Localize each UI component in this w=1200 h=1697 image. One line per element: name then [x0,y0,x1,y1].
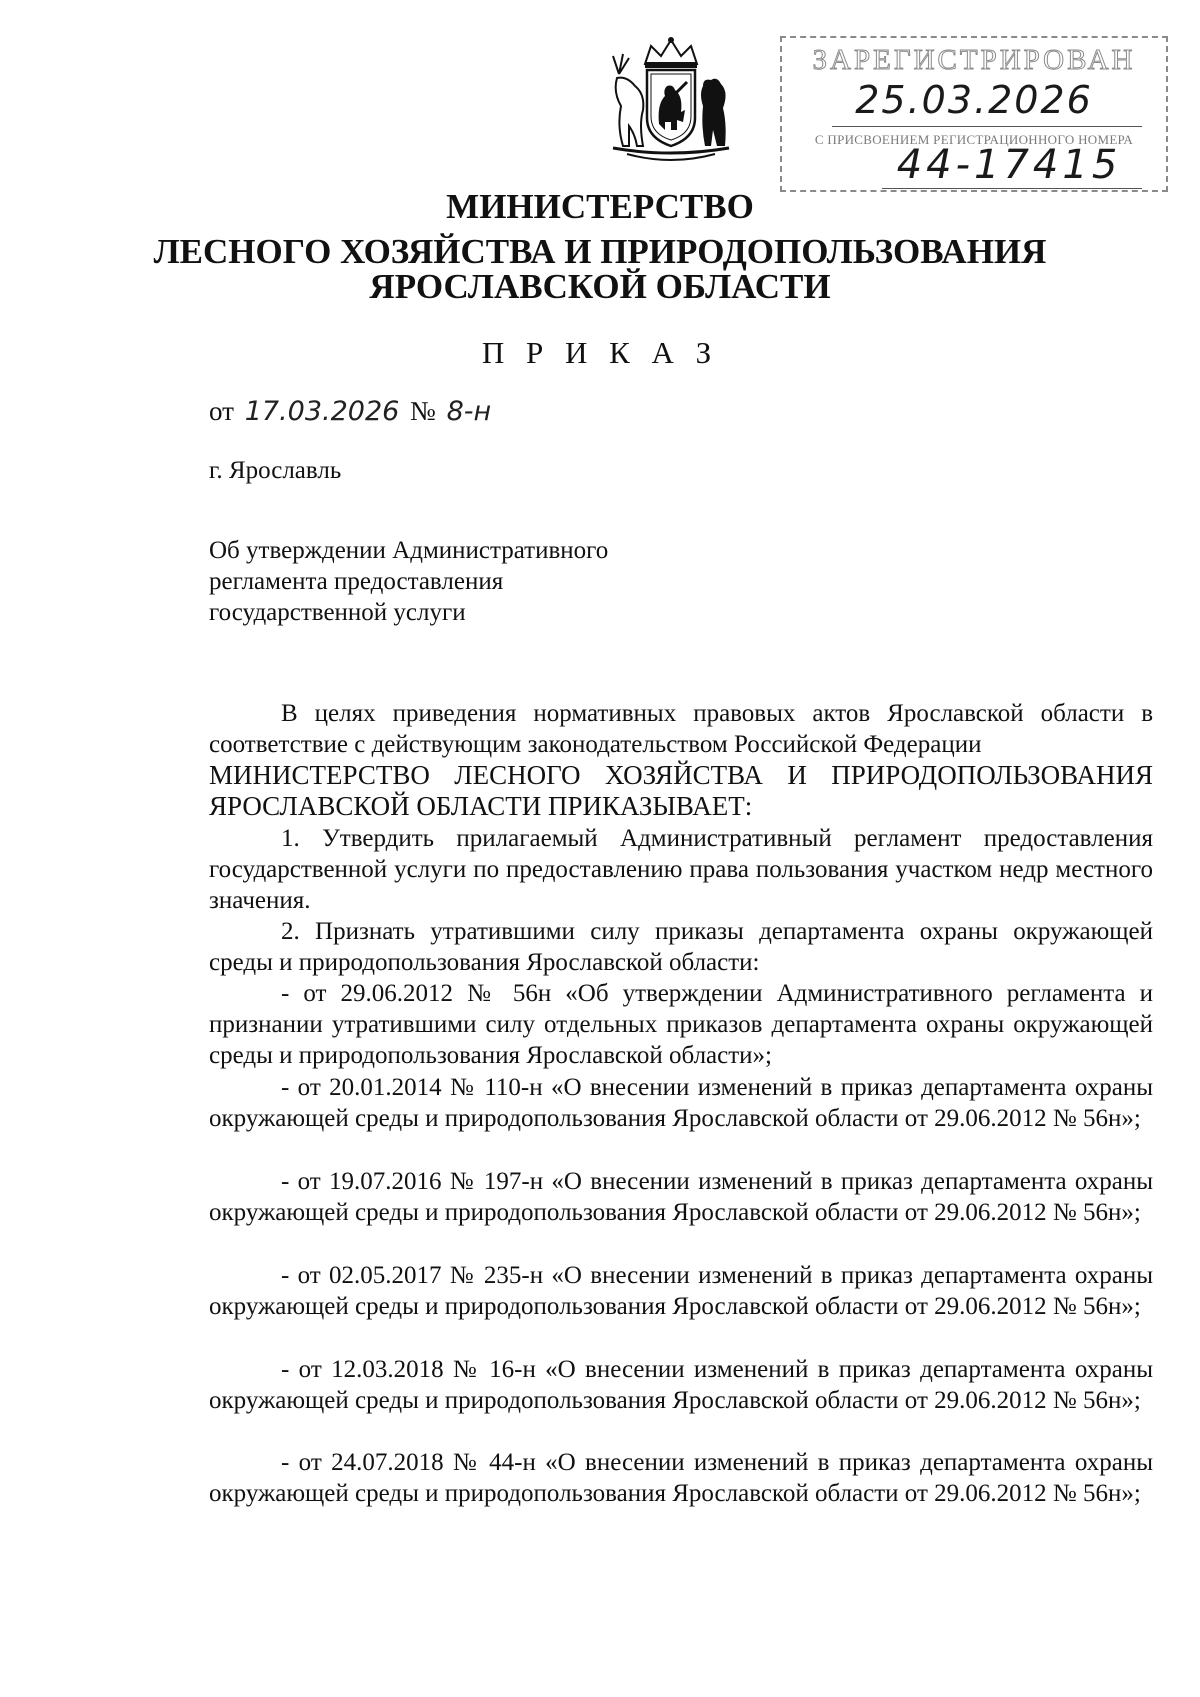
order-subject [209,535,608,628]
order-date-number [209,393,495,430]
stamp-divider [832,126,1142,127]
paragraph-item-2: 2. Признать утратившими силу приказы департамента охраны окружающей среды и природопользования Ярославской области: [209,918,1153,976]
paragraph-intro: В целях приведения нормативных правовых актов Ярославской области в соответствие с действующим законодательством Российской Федерации [209,700,1153,758]
paragraph-item-1: 1. Утвердить прилагаемый Административный регламент предоставления государственной услуги по предоставлению права пользования участком недр местного значения. [209,825,1153,914]
stamp-title: ЗАРЕГИСТРИРОВАН [812,44,1136,76]
stamp-date: 25.03.2026 [855,78,1093,122]
list-item-revoked-order: - от 29.06.2012 № 56н «Об утверждении Административного регламента и признании утратившими силу отдельных приказов департамента охраны окружающей среды и природопользования Ярославской области»; [209,980,1153,1069]
order-number-handwritten: 8-н [446,396,492,427]
subject-line: регламента предоставления [209,568,504,595]
ministry-title-line1: МИНИСТЕРСТВО [446,187,754,226]
ministry-title-line2: ЛЕСНОГО ХОЗЯЙСТВА И ПРИРОДОПОЛЬЗОВАНИЯ [153,232,1047,271]
number-label: № [410,396,436,426]
paragraph-ministry-orders: МИНИСТЕРСТВО ЛЕСНОГО ХОЗЯЙСТВА И ПРИРОДОПОЛЬЗОВАНИЯ ЯРОСЛАВСКОЙ ОБЛАСТИ ПРИКАЗЫВАЕТ: [209,760,1153,821]
stamp-subtitle: С ПРИСВОЕНИЕМ РЕГИСТРАЦИОННОГО НОМЕРА [814,132,1134,147]
subject-line: государственной услуги [209,599,466,626]
list-item-revoked-order: - от 02.05.2017 № 235-н «О внесении изменений в приказ департамента охраны окружающей среды и природопользования Ярославской области от 29.06.2012 № 56н»; [209,1262,1153,1320]
list-item-revoked-order: - от 19.07.2016 № 197-н «О внесении изменений в приказ департамента охраны окружающей среды и природопользования Ярославской области от 29.06.2012 № 56н»; [209,1168,1153,1226]
list-item-revoked-order: - от 12.03.2018 № 16-н «О внесении изменений в приказ департамента охраны окружающей среды и природопользования Ярославской области от 29.06.2012 № 56н»; [209,1356,1153,1414]
list-item-revoked-order: - от 24.07.2018 № 44-н «О внесении изменений в приказ департамента охраны окружающей среды и природопользования Ярославской области от 29.06.2012 № 56н»; [209,1449,1153,1507]
ministry-title-line3: ЯРОСЛАВСКОЙ ОБЛАСТИ [369,267,831,306]
subject-line: Об утверждении Административного [209,537,609,564]
coat-of-arms-emblem [607,34,735,168]
list-item-revoked-order: - от 20.01.2014 № 110-н «О внесении изменений в приказ департамента охраны окружающей среды и природопользования Ярославской области от 29.06.2012 № 56н»; [209,1074,1153,1132]
stamp-number: 44-17415 [896,142,1122,188]
order-date-handwritten: 17.03.2026 [244,396,400,427]
from-label: от [209,396,234,426]
registration-stamp [780,36,1168,192]
city: г. Ярославль [209,457,342,484]
document-type: П Р И К А З [481,335,719,370]
